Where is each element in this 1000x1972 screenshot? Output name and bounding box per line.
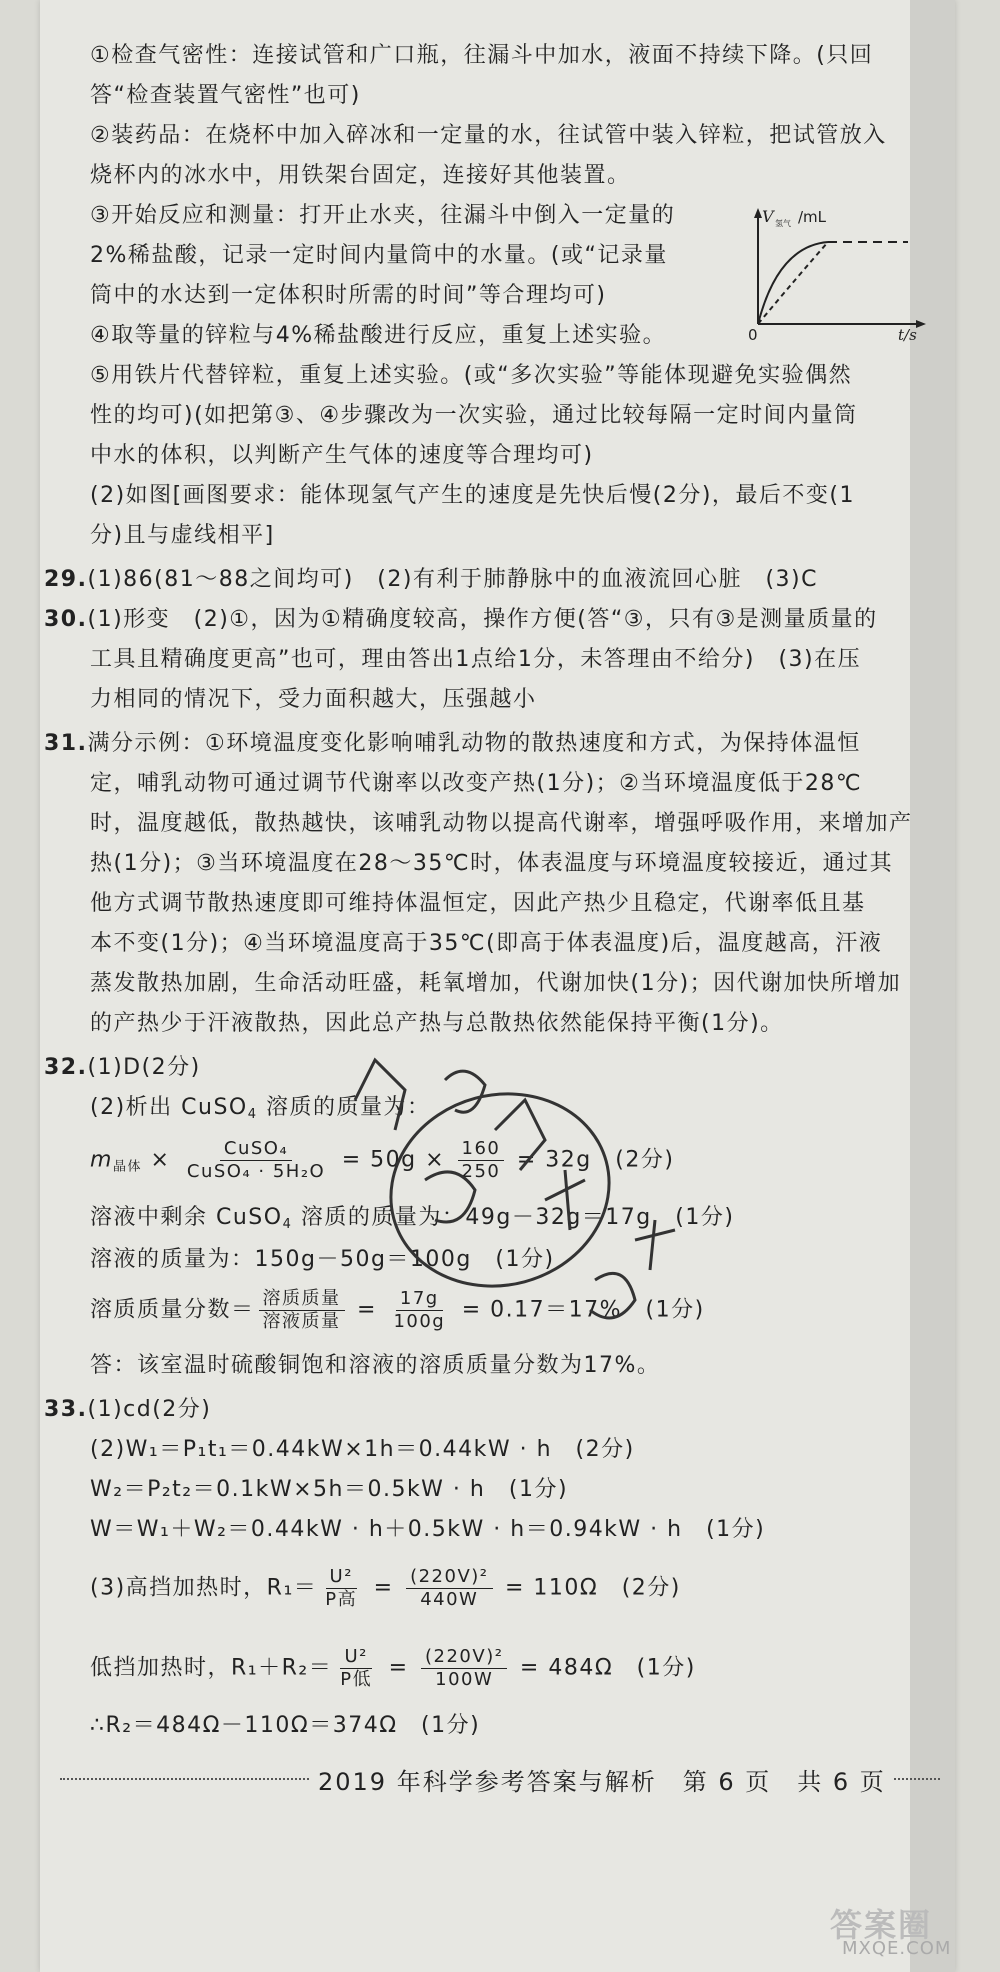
page-footer <box>0 1760 1000 1800</box>
q33-number: 33. <box>44 1397 88 1422</box>
q33-r2: ∴R₂＝484Ω－110Ω＝374Ω (1分) <box>90 1713 481 1738</box>
q33-high-frac-1 <box>321 1566 361 1611</box>
q28-step3-line3: 筒中的水达到一定体积时所需的时间”等合理均可) <box>90 283 607 308</box>
q28-step1-line2: 答“检查装置气密性”也可) <box>90 83 361 108</box>
q32-mf-f1-den: 溶液质量 <box>262 1311 341 1332</box>
q29-number: 29. <box>44 567 88 592</box>
q28-step1-line1: ①检查气密性：连接试管和广口瓶，往漏斗中加水，液面不持续下降。(只回 <box>90 43 874 68</box>
q33-high-f1-den: P高 <box>325 1589 358 1610</box>
q32-line2-sub: 4 <box>247 1107 258 1122</box>
watermark-url: MXQE.COM <box>842 1938 952 1959</box>
q28-step4: ④取等量的锌粒与4%稀盐酸进行反应，重复上述实验。 <box>90 323 667 348</box>
q33-low-result: = 484Ω (1分) <box>511 1655 696 1681</box>
q30-line1 <box>44 606 878 634</box>
q31-line5: 他方式调节散热速度即可维持体温恒定，因此产热少且稳定，代谢率低且基 <box>90 891 866 916</box>
q28-step5-line3: 中水的体积，以判断产生气体的速度等合理均可) <box>90 443 594 468</box>
q31-number: 31. <box>44 731 88 756</box>
q32-remain-sub: 4 <box>282 1217 293 1232</box>
q31-line6: 本不变(1分)；④当环境温度高于35℃(即高于体表温度)后，温度越高，汗液 <box>90 931 883 956</box>
graph-y-subscript: 氢气 <box>775 219 791 228</box>
q32-mass-subscript: 晶体 <box>112 1159 142 1175</box>
q32-fraction-1 <box>183 1138 329 1183</box>
q32-line2-a: (2)析出 CuSO <box>90 1095 248 1120</box>
q29-text: (1)86(81～88之间均可) (2)有利于肺静脉中的血液流回心脏 (3)C <box>87 567 818 592</box>
q32-mf-eq: = <box>348 1297 386 1323</box>
q31-line7: 蒸发散热加剧，生命活动旺盛，耗氧增加，代谢加快(1分)；因代谢加快所增加 <box>90 971 902 996</box>
q32-frac2-num: 160 <box>458 1138 505 1161</box>
q32-times: × <box>141 1147 179 1173</box>
q33-line1 <box>44 1396 211 1424</box>
q32-conclusion: 答：该室温时硫酸铜饱和溶液的溶质质量分数为17%。 <box>90 1353 661 1378</box>
q32-number: 32. <box>44 1055 88 1080</box>
q33-low-f2-den: 100W <box>435 1669 494 1690</box>
graph-origin: 0 <box>748 326 758 342</box>
q33-low-frac-1 <box>336 1646 376 1691</box>
footer-text: 2019 年科学参考答案与解析 第 6 页 共 6 页 <box>310 1762 894 1797</box>
q33-text-1: (1)cd(2分) <box>87 1397 212 1422</box>
q32-solution-mass: 溶液的质量为：150g－50g＝100g (1分) <box>90 1247 555 1272</box>
q30-line3: 力相同的情况下，受力面积越大，压强越小 <box>90 687 537 712</box>
q32-mf-fraction-1 <box>259 1288 345 1333</box>
q31-line8: 的产热少于汗液散热，因此总产热与总散热依然能保持平衡(1分)。 <box>90 1011 784 1036</box>
q28-step2-line1: ②装药品：在烧杯中加入碎冰和一定量的水，往试管中装入锌粒，把试管放入 <box>90 123 887 148</box>
q33-high-setting <box>90 1566 681 1611</box>
q30-line2: 工具且精确度更高”也可，理由答出1点给1分，未答理由不给分) (3)在压 <box>90 647 862 672</box>
q32-remaining-solute <box>90 1204 734 1239</box>
q33-low-setting <box>90 1646 696 1691</box>
q33-high-label: (3)高挡加热时，R₁＝ <box>90 1575 318 1601</box>
q33-high-frac-2 <box>406 1566 492 1611</box>
q28-step5-line2: 性的均可)(如把第③、④步骤改为一次实验，通过比较每隔一定时间内量筒 <box>90 403 858 428</box>
q32-mf-f2-num: 17g <box>396 1288 443 1311</box>
q33-low-eq: = <box>380 1655 417 1681</box>
graph-dashed-curve <box>758 242 828 324</box>
q30-text-1: (1)形变 (2)①，因为①精确度较高，操作方便(答“③，只有③是测量质量的 <box>87 607 878 632</box>
q32-frac1-num: CuSO₄ <box>220 1138 292 1161</box>
graph-y-unit: /mL <box>798 208 827 226</box>
q32-remain-a: 溶液中剩余 CuSO <box>90 1205 283 1230</box>
q28-step3-line2: 2%稀盐酸，记录一定时间内量筒中的水量。(或“记录量 <box>90 243 668 268</box>
q28-step5-line1: ⑤用铁片代替锌粒，重复上述实验。(或“多次实验”等能体现避免实验偶然 <box>90 363 853 388</box>
q32-mass-fraction <box>90 1288 705 1333</box>
q33-high-f2-den: 440W <box>420 1589 479 1610</box>
q32-mf-result: = 0.17＝17% (1分) <box>453 1297 705 1323</box>
q33-high-eq: = <box>365 1575 403 1601</box>
q32-mf-fraction-2 <box>389 1288 449 1333</box>
q31-line2: 定，哺乳动物可通过调节代谢率以改变产热(1分)；②当环境温度低于28℃ <box>90 771 863 796</box>
q32-remain-b: 溶质的质量为：49g－32g＝17g (1分) <box>292 1205 735 1230</box>
q33-high-f2-num: (220V)² <box>406 1566 492 1589</box>
graph-x-label: t/s <box>898 326 917 342</box>
q31-text-1: 满分示例：①环境温度变化影响哺乳动物的散热速度和方式，为保持体温恒 <box>87 731 861 756</box>
q29-answer <box>44 566 818 594</box>
q33-high-f1-num: U² <box>326 1566 357 1589</box>
q33-low-f2-num: (220V)² <box>421 1646 507 1669</box>
q30-number: 30. <box>44 607 88 632</box>
q28-part2-line2: 分)且与虚线相平] <box>90 523 275 548</box>
q32-line2 <box>90 1094 431 1129</box>
q32-mf-f1-num: 溶质质量 <box>259 1288 345 1311</box>
footer-dotted-left <box>60 1778 320 1780</box>
q32-crystal-formula <box>90 1138 674 1183</box>
q31-line4: 热(1分)；③当环境温度在28～35℃时，体表温度与环境温度较接近，通过其 <box>90 851 894 876</box>
q33-w-total: W＝W₁＋W₂＝0.44kW · h＋0.5kW · h＝0.94kW · h (1分) <box>90 1517 766 1542</box>
q28-step2-line2: 烧杯内的冰水中，用铁架台固定，连接好其他装置。 <box>90 163 631 188</box>
q32-line1 <box>44 1054 201 1082</box>
q32-line2-b: 溶质的质量为： <box>257 1095 431 1120</box>
q32-mf-f2-den: 100g <box>393 1311 446 1332</box>
q28-part2-line1: (2)如图[画图要求：能体现氢气产生的速度是先快后慢(2分)，最后不变(1 <box>90 483 855 508</box>
q32-frac2-den: 250 <box>461 1161 501 1182</box>
q33-low-frac-2 <box>421 1646 507 1691</box>
q33-high-result: = 110Ω (2分) <box>496 1575 681 1601</box>
q32-text-1: (1)D(2分) <box>87 1055 201 1080</box>
q32-mass-symbol: m <box>90 1147 113 1173</box>
q28-step3-line1: ③开始反应和测量：打开止水夹，往漏斗中倒入一定量的 <box>90 203 676 228</box>
q32-fraction-2 <box>458 1138 505 1183</box>
watermark-logo: 答案圈 <box>830 1906 933 1944</box>
q32-frac1-den: CuSO₄ · 5H₂O <box>186 1161 326 1182</box>
q33-w2: W₂＝P₂t₂＝0.1kW×5h＝0.5kW · h (1分) <box>90 1477 569 1502</box>
q32-result: = 32g (2分) <box>508 1147 675 1173</box>
q31-line1 <box>44 730 861 758</box>
graph-y-label: V <box>762 207 774 226</box>
q33-low-f1-den: P低 <box>340 1669 373 1690</box>
hydrogen-volume-graph <box>748 206 930 342</box>
q33-low-label: 低挡加热时，R₁＋R₂＝ <box>90 1655 333 1681</box>
q33-w1: (2)W₁＝P₁t₁＝0.44kW×1h＝0.44kW · h (2分) <box>90 1437 635 1462</box>
q32-mf-label: 溶质质量分数＝ <box>90 1297 255 1323</box>
q31-line3: 时，温度越低，散热越快，该哺乳动物以提高代谢率，增强呼吸作用，来增加产 <box>90 811 913 836</box>
q33-low-f1-num: U² <box>340 1646 371 1669</box>
q32-eq: = 50g × <box>333 1147 454 1173</box>
